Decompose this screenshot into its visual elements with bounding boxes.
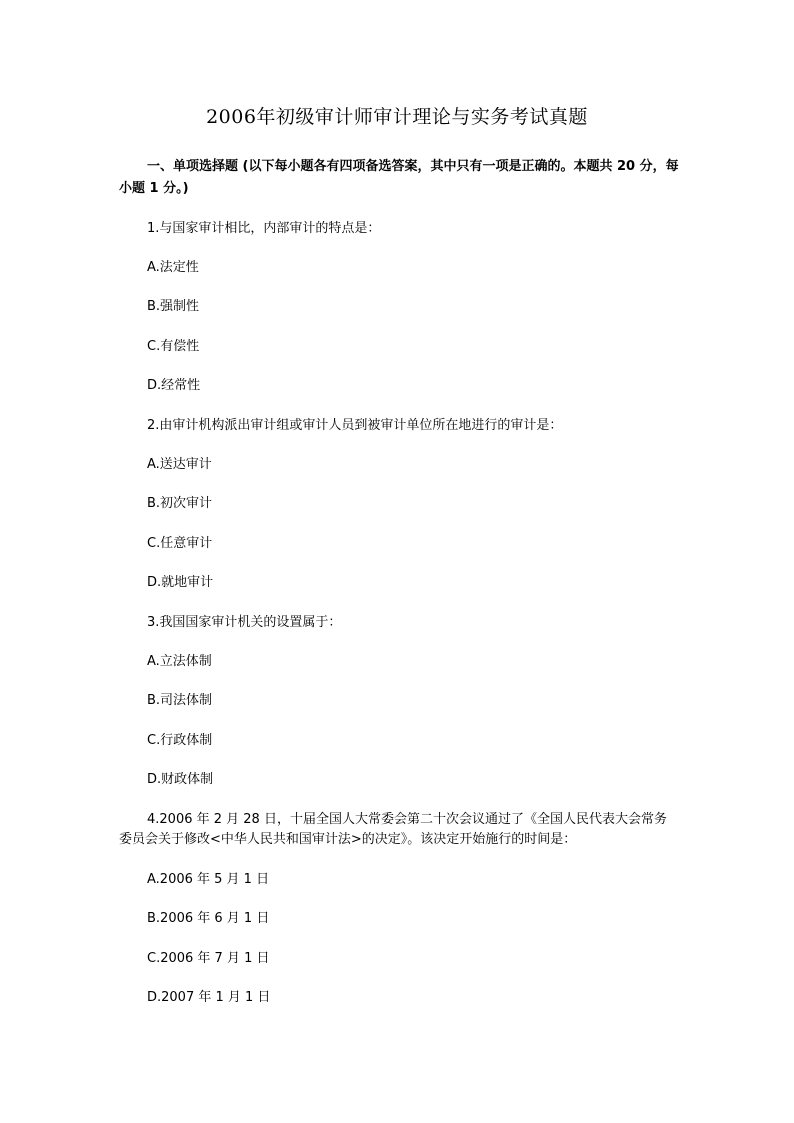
question-1-option-a: A.法定性 (147, 260, 199, 275)
question-4-option-b: B.2006 年 6 月 1 日 (147, 911, 270, 926)
question-3-option-a: A.立法体制 (147, 654, 212, 669)
question-4-option-c: C.2006 年 7 月 1 日 (147, 951, 270, 966)
question-1-option-d: D.经常性 (147, 378, 201, 393)
question-2-option-a: A.送达审计 (147, 457, 212, 472)
question-3-option-d: D.财政体制 (147, 772, 214, 787)
question-2-option-b: B.初次审计 (147, 496, 213, 511)
question-4-stem: 4.2006 年 2 月 28 日，十届全国人大常委会第二十次会议通过了《全国人民代表大会常务委员会关于修改<中华人民共和国审计法>的决定》。该决定开始施行的时间是： (119, 812, 667, 847)
question-2-option-d: D.就地审计 (147, 575, 214, 590)
question-4-option-d: D.2007 年 1 月 1 日 (147, 990, 271, 1005)
question-3-option-b: B.司法体制 (147, 693, 213, 708)
question-1-stem: 1.与国家审计相比，内部审计的特点是： (147, 221, 381, 236)
section-heading: 一、单项选择题 (以下每小题各有四项备选答案，其中只有一项是正确的。本题共 20 分，每小题 1 分。) (119, 159, 679, 196)
question-4-option-a: A.2006 年 5 月 1 日 (147, 872, 270, 887)
document-title: 2006年初级审计师审计理论与实务考试真题 (206, 106, 588, 128)
question-1-option-c: C.有偿性 (147, 339, 200, 354)
question-3-option-c: C.行政体制 (147, 733, 213, 748)
question-2-stem: 2.由审计机构派出审计组或审计人员到被审计单位所在地进行的审计是： (147, 418, 563, 433)
question-1-option-b: B.强制性 (147, 299, 200, 314)
question-2-option-c: C.任意审计 (147, 536, 213, 551)
question-3-stem: 3.我国国家审计机关的设置属于： (147, 615, 342, 630)
